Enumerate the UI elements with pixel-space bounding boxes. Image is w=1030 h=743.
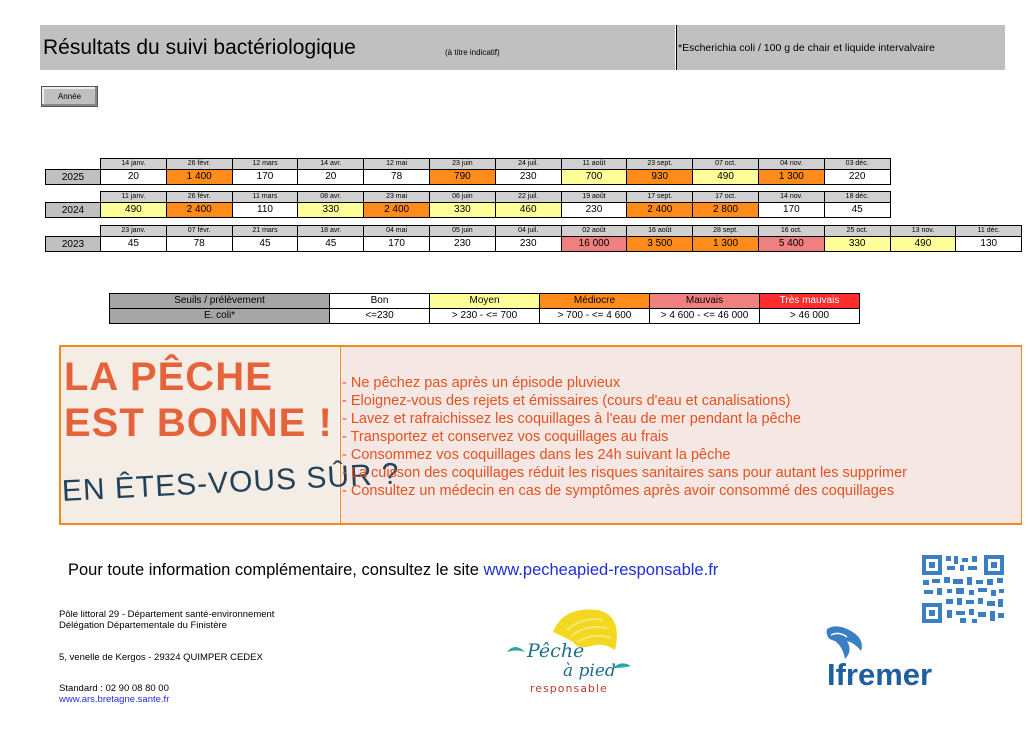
legend-level-mediocre: Médiocre [540, 294, 650, 309]
advice-item: - Consommez vos coquillages dans les 24h suivant la pêche [342, 447, 731, 463]
sample-date: 04 juil. [495, 226, 561, 237]
ecoli-value: 20 [298, 170, 364, 185]
contact-block [59, 683, 169, 705]
sample-date: 08 avr. [298, 192, 364, 203]
ifremer-logo [817, 625, 942, 693]
sample-date: 18 déc. [824, 192, 890, 203]
ecoli-value: 330 [429, 203, 495, 218]
blank-cell [46, 192, 101, 203]
legend-row1-label: Seuils / prélèvement [110, 294, 330, 309]
sample-date: 22 juil. [495, 192, 561, 203]
sample-date: 03 déc. [824, 159, 890, 170]
sample-date: 06 juin [429, 192, 495, 203]
sample-date: 23 sept. [627, 159, 693, 170]
legend-level-bon: Bon [330, 294, 430, 309]
ecoli-value: 230 [495, 170, 561, 185]
ecoli-value: 5 400 [758, 237, 824, 252]
ecoli-value: 78 [364, 170, 430, 185]
advice-item: - Transportez et conservez vos coquillages au frais [342, 429, 669, 445]
year-label: 2023 [46, 237, 101, 252]
ecoli-value: 45 [824, 203, 890, 218]
sample-date: 14 avr. [298, 159, 364, 170]
ecoli-value: 110 [232, 203, 298, 218]
sample-date: 19 août [561, 192, 627, 203]
legend-level-moyen: Moyen [430, 294, 540, 309]
ecoli-value: 78 [166, 237, 232, 252]
ecoli-value: 45 [298, 237, 364, 252]
value-row [46, 203, 891, 218]
sample-date: 05 juin [429, 226, 495, 237]
blank-cell [46, 226, 101, 237]
sample-date: 11 janv. [101, 192, 167, 203]
logo-text-responsable: responsable [530, 682, 608, 695]
page-subtitle: (à titre indicatif) [445, 48, 500, 57]
ecoli-value: 2 400 [627, 203, 693, 218]
sample-date: 04 nov. [758, 159, 824, 170]
sample-date: 23 janv. [101, 226, 167, 237]
sample-date: 07 févr. [166, 226, 232, 237]
legend-level-mauvais: Mauvais [650, 294, 760, 309]
more-info-line [68, 561, 718, 580]
sample-date: 17 oct. [693, 192, 759, 203]
legend-range-bon: <=230 [330, 309, 430, 324]
legend-header-row [110, 294, 860, 309]
sample-date: 02 août [561, 226, 627, 237]
sample-date: 04 mai [364, 226, 430, 237]
year-label: 2024 [46, 203, 101, 218]
sample-date: 12 mars [232, 159, 298, 170]
ecoli-value: 700 [561, 170, 627, 185]
ecoli-value: 1 400 [166, 170, 232, 185]
peche-a-pied-logo [503, 602, 643, 697]
results-table-2023 [45, 225, 1022, 252]
slogan-line-2: EST BONNE ! [64, 401, 333, 445]
ecoli-value: 45 [232, 237, 298, 252]
ecoli-value: 2 800 [693, 203, 759, 218]
qr-code-icon[interactable] [920, 553, 1006, 625]
sample-date: 23 juin [429, 159, 495, 170]
sample-date: 16 oct. [758, 226, 824, 237]
more-info-text: Pour toute information complémentaire, consultez le site [68, 561, 484, 579]
legend-range-mediocre: > 700 - <= 4 600 [540, 309, 650, 324]
ecoli-value: 2 400 [364, 203, 430, 218]
sample-date: 26 févr. [166, 192, 232, 203]
advice-item: - Lavez et rafraichissez les coquillages à l'eau de mer pendant la pêche [342, 411, 801, 427]
sample-date: 11 déc. [956, 226, 1022, 237]
ecoli-value: 230 [495, 237, 561, 252]
sample-date: 24 juil. [495, 159, 561, 170]
advice-item: - Eloignez-vous des rejets et émissaires (cours d'eau et canalisations) [342, 393, 791, 409]
pecheapied-link[interactable]: www.pecheapied-responsable.fr [483, 561, 719, 579]
year-button[interactable]: Année [41, 86, 98, 107]
sample-date: 14 nov. [758, 192, 824, 203]
legend-range-row [110, 309, 860, 324]
ecoli-value: 16 000 [561, 237, 627, 252]
ecoli-value: 490 [101, 203, 167, 218]
logo-text-a-pied: à pied [563, 661, 616, 681]
ecoli-value: 1 300 [758, 170, 824, 185]
ecoli-value: 20 [101, 170, 167, 185]
org-line-2: Délégation Départementale du Finistère [59, 620, 227, 631]
ifremer-wordmark: Ifremer [827, 657, 933, 692]
sample-date: 21 mars [232, 226, 298, 237]
sample-date: 14 janv. [101, 159, 167, 170]
sample-date: 12 mai [364, 159, 430, 170]
ars-website-link[interactable]: www.ars.bretagne.sante.fr [59, 694, 170, 705]
ecoli-value: 170 [364, 237, 430, 252]
threshold-legend [109, 293, 860, 324]
value-row [46, 170, 891, 185]
ecoli-value: 2 400 [166, 203, 232, 218]
page-title: Résultats du suivi bactériologique [43, 36, 356, 59]
legend-range-tres-mauvais: > 46 000 [760, 309, 860, 324]
advice-item: - Consultez un médecin en cas de symptômes après avoir consommé des coquillages [342, 483, 895, 499]
year-label: 2025 [46, 170, 101, 185]
ecoli-value: 45 [101, 237, 167, 252]
date-row [46, 192, 891, 203]
advice-list [342, 374, 907, 500]
results-table-2024 [45, 191, 891, 218]
legend-range-moyen: > 230 - <= 700 [430, 309, 540, 324]
ecoli-value: 490 [890, 237, 956, 252]
ecoli-value: 330 [298, 203, 364, 218]
ecoli-value: 330 [824, 237, 890, 252]
date-row [46, 159, 891, 170]
advice-item: - Ne pêchez pas après un épisode pluvieux [342, 375, 621, 391]
ecoli-value: 230 [561, 203, 627, 218]
ecoli-value: 220 [824, 170, 890, 185]
organization-block [59, 609, 274, 631]
ecoli-value: 3 500 [627, 237, 693, 252]
phone-number: Standard : 02 90 08 80 00 [59, 683, 169, 694]
date-row [46, 226, 1022, 237]
slogan-line-3: EN ÊTES-VOUS SÛR ? [61, 457, 401, 508]
sample-date: 18 avr. [298, 226, 364, 237]
results-table-2025 [45, 158, 891, 185]
ecoli-value: 230 [429, 237, 495, 252]
postal-address: 5, venelle de Kergos - 29324 QUIMPER CEDEX [59, 652, 263, 663]
ecoli-value: 130 [956, 237, 1022, 252]
ecoli-value: 170 [758, 203, 824, 218]
logo-text-peche: Pêche [527, 640, 585, 662]
legend-range-mauvais: > 4 600 - <= 46 000 [650, 309, 760, 324]
unit-note: *Escherichia coli / 100 g de chair et liquide intervalvaire [678, 42, 935, 54]
sample-date: 25 oct. [824, 226, 890, 237]
ecoli-value: 170 [232, 170, 298, 185]
ecoli-value: 1 300 [693, 237, 759, 252]
blank-cell [46, 159, 101, 170]
org-line-1: Pôle littoral 29 - Département santé-environnement [59, 609, 275, 620]
sample-date: 07 oct. [693, 159, 759, 170]
slogan-line-1: LA PÊCHE [64, 355, 273, 399]
sample-date: 28 sept. [693, 226, 759, 237]
legend-row2-label: E. coli* [110, 309, 330, 324]
advice-item: - La cuisson des coquillages réduit les risques sanitaires sans pour autant les supprimer [342, 465, 907, 481]
ecoli-value: 490 [693, 170, 759, 185]
sample-date: 11 mars [232, 192, 298, 203]
sample-date: 23 mai [364, 192, 430, 203]
ecoli-value: 930 [627, 170, 693, 185]
sample-date: 11 août [561, 159, 627, 170]
sample-date: 17 sept. [627, 192, 693, 203]
legend-level-tres-mauvais: Très mauvais [760, 294, 860, 309]
ecoli-value: 460 [495, 203, 561, 218]
value-row [46, 237, 1022, 252]
sample-date: 13 nov. [890, 226, 956, 237]
sample-date: 26 févr. [166, 159, 232, 170]
ecoli-value: 790 [429, 170, 495, 185]
sample-date: 16 août [627, 226, 693, 237]
